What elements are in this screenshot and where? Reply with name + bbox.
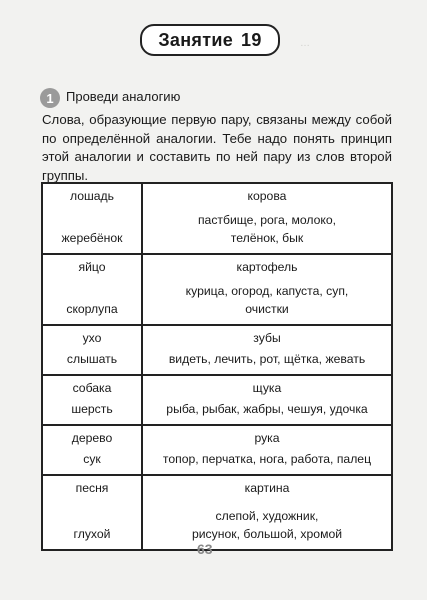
pair-word: шерсть bbox=[71, 402, 113, 416]
first-word: лошадь bbox=[69, 189, 115, 203]
second-word: щука bbox=[252, 381, 282, 395]
table-row bbox=[42, 425, 392, 475]
first-pair-cell bbox=[42, 375, 142, 425]
first-pair-cell bbox=[42, 254, 142, 325]
first-word: ухо bbox=[82, 331, 102, 345]
first-pair-cell bbox=[42, 475, 142, 550]
pair-word: сук bbox=[83, 452, 101, 466]
first-pair-cell bbox=[42, 183, 142, 254]
pair-word: слышать bbox=[66, 352, 118, 366]
second-group-cell bbox=[142, 375, 392, 425]
table-row bbox=[42, 254, 392, 325]
pair-word: глухой bbox=[73, 527, 111, 541]
page-number: 63 bbox=[197, 541, 213, 557]
lesson-header bbox=[140, 24, 280, 56]
task-number-badge: 1 bbox=[40, 88, 60, 108]
analogy-table bbox=[41, 182, 393, 551]
table-row bbox=[42, 375, 392, 425]
second-word: картина bbox=[244, 481, 290, 495]
bleed-through-text: … bbox=[300, 38, 310, 49]
table-row bbox=[42, 183, 392, 254]
first-pair-cell bbox=[42, 325, 142, 375]
options-list: топор, перчатка, нога, работа, палец bbox=[162, 452, 372, 466]
second-group-cell bbox=[142, 475, 392, 550]
first-pair-cell bbox=[42, 425, 142, 475]
options-list: пастбище, рога, молоко, телёнок, бык bbox=[197, 213, 337, 245]
table-row bbox=[42, 475, 392, 550]
options-list: слепой, художник, рисунок, большой, хромой bbox=[191, 509, 343, 541]
task-title: Проведи аналогию bbox=[66, 89, 181, 104]
second-word: корова bbox=[247, 189, 287, 203]
first-word: собака bbox=[72, 381, 112, 395]
second-word: рука bbox=[254, 431, 280, 445]
second-group-cell bbox=[142, 183, 392, 254]
first-word: песня bbox=[75, 481, 109, 495]
second-group-cell bbox=[142, 425, 392, 475]
pair-word: скорлупа bbox=[66, 302, 118, 316]
second-group-cell bbox=[142, 254, 392, 325]
options-list: видеть, лечить, рот, щётка, жевать bbox=[168, 352, 366, 366]
table-row bbox=[42, 325, 392, 375]
first-word: дерево bbox=[71, 431, 113, 445]
lesson-number: 19 bbox=[241, 29, 262, 50]
options-list: рыба, рыбак, жабры, чешуя, удочка bbox=[166, 402, 368, 416]
lesson-label: Занятие bbox=[158, 29, 234, 50]
second-word: зубы bbox=[253, 331, 281, 345]
second-group-cell bbox=[142, 325, 392, 375]
pair-word: жеребёнок bbox=[61, 231, 123, 245]
first-word: яйцо bbox=[78, 260, 106, 274]
second-word: картофель bbox=[236, 260, 298, 274]
task-instructions: Слова, образующие первую пару, связаны между собой по определённой аналогии. Тебе надо понять принцип этой аналогии и составить по ней пару из слов второй группы. bbox=[42, 112, 392, 183]
options-list: курица, огород, капуста, суп, очистки bbox=[185, 284, 349, 316]
